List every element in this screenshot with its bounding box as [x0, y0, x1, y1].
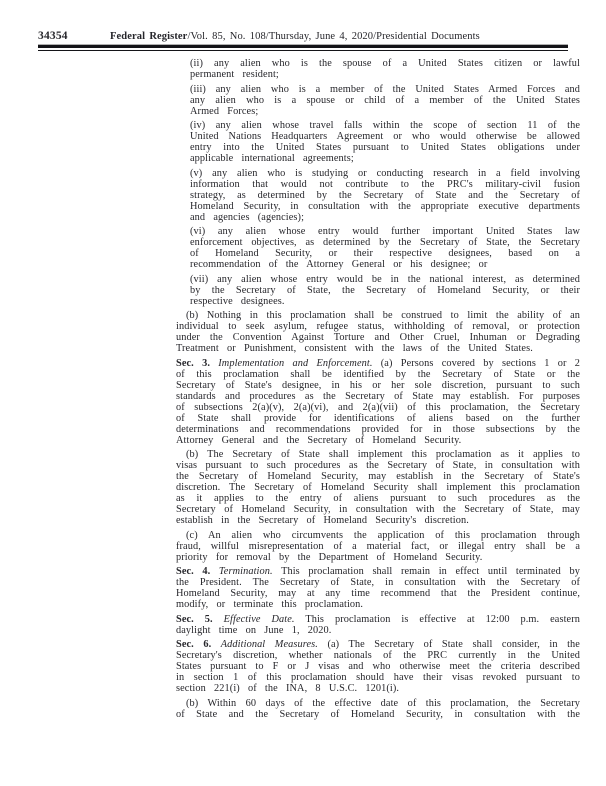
body-paragraph: (c) An alien who circumvents the application of this proclamation through fraud, willful misrepresentation of a material fact, or illegal entry shall be a priority for removal by the Department of Homeland Security.	[176, 529, 580, 563]
header-rule	[38, 44, 568, 51]
section-title: Effective Date.	[223, 613, 295, 625]
body-paragraph: (iii) any alien who is a member of the United States Armed Forces and any alien who is a spouse or child of a member of the United States Armed Forces;	[190, 83, 580, 117]
section-text: (a) Persons covered by sections 1 or 2 of this proclamation shall be identified by the Secretary of State or the Secretary of State's designee, in his or her sole discretion, pursuant to such standards and procedures as the Secretary of State may establish. For purposes of subsections 2(a)(v), 2(a)(vi), and 2(a)(vii) of this proclamation, the Secretary of State shall provide for identifications of aliens based on the further determinations and recommendations provided for in those subsections by the Attorney General and the Secretary of Homeland Security.	[176, 357, 580, 446]
section-label: Sec. 3.	[176, 357, 211, 369]
body-paragraph: (iv) any alien whose travel falls within the scope of section 11 of the United Nations Headquarters Agreement or who would otherwise be allowed entry into the United States pursuant to United States obligations under applicable international agreements;	[190, 120, 580, 164]
header-rule-thin	[38, 50, 568, 51]
section-text: This proclamation shall remain in effect until terminated by the President. The Secretary of State, in consultation with the Secretary of Homeland Security, may at any time recommend that the President continue, modify, or terminate this proclamation.	[176, 566, 580, 610]
body-paragraph: (ii) any alien who is the spouse of a United States citizen or lawful permanent resident;	[190, 58, 580, 80]
document-body	[176, 58, 580, 723]
running-head	[110, 31, 480, 42]
body-paragraph: (b) Nothing in this proclamation shall be construed to limit the ability of an individual to seek asylum, refugee status, withholding of removal, or protection under the Convention Against Torture and Other Cruel, Inhuman or Degrading Treatment or Punishment, consistent with the laws of the United States.	[176, 310, 580, 354]
section-paragraph	[176, 639, 580, 694]
section-paragraph	[176, 566, 580, 610]
running-head-issue: /Vol. 85, No. 108/Thursday, June 4, 2020/Presidential Documents	[187, 31, 480, 42]
body-paragraph: (b) Within 60 days of the effective date of this proclamation, the Secretary of State and the Secretary of Homeland Security, in consultation with the	[176, 697, 580, 720]
section-label: Sec. 5.	[176, 613, 213, 625]
section-title: Termination.	[218, 566, 273, 577]
section-text: This proclamation is effective at 12:00 p.m. eastern daylight time on June 1, 2020.	[176, 613, 580, 636]
section-paragraph	[176, 358, 580, 446]
section-text: (a) The Secretary of State shall consider, in the Secretary's discretion, whether nationals of the PRC currently in the United States pursuant to F or J visas and who otherwise meet the criteria described in section 1 of this proclamation should have their visas revoked pursuant to section 221(i) of the INA, 8 U.S.C. 1201(i).	[176, 639, 580, 694]
body-paragraph: (b) The Secretary of State shall implement this proclamation as it applies to visas pursuant to such procedures as the Secretary of State, in consultation with the Secretary of Homeland Security, may establish in the Secretary of State's discretion. The Secretary of Homeland Security shall implement this proclamation as it applies to the entry of aliens pursuant to such procedures as the Secretary of Homeland Security, in consultation with the Secretary of State, may establish in the Secretary of Homeland Security's discretion.	[176, 449, 580, 526]
body-paragraph: (v) any alien who is studying or conducting research in a field involving information that would not contribute to the PRC's military-civil fusion strategy, as determined by the Secretary of State and the Secretary of Homeland Security, in consultation with the appropriate executive departments and agencies (agencies);	[190, 167, 580, 223]
body-paragraph: (vii) any alien whose entry would be in the national interest, as determined by the Secretary of State, the Secretary of Homeland Security, or their respective designees.	[190, 273, 580, 307]
body-paragraph: (vi) any alien whose entry would further important United States law enforcement objectives, as determined by the Secretary of State, the Secretary of Homeland Security, or their respective designees, based on a recommendation of the Attorney General or his designee; or	[190, 226, 580, 270]
section-title: Implementation and Enforcement.	[218, 357, 373, 369]
page-number: 34354	[38, 30, 68, 42]
section-title: Additional Measures.	[220, 639, 318, 650]
section-label: Sec. 4.	[176, 566, 211, 577]
running-head-journal: Federal Register	[110, 31, 188, 42]
page-header	[38, 26, 580, 44]
section-paragraph	[176, 614, 580, 636]
section-label: Sec. 6.	[176, 639, 212, 650]
header-rule-thick	[38, 45, 568, 48]
